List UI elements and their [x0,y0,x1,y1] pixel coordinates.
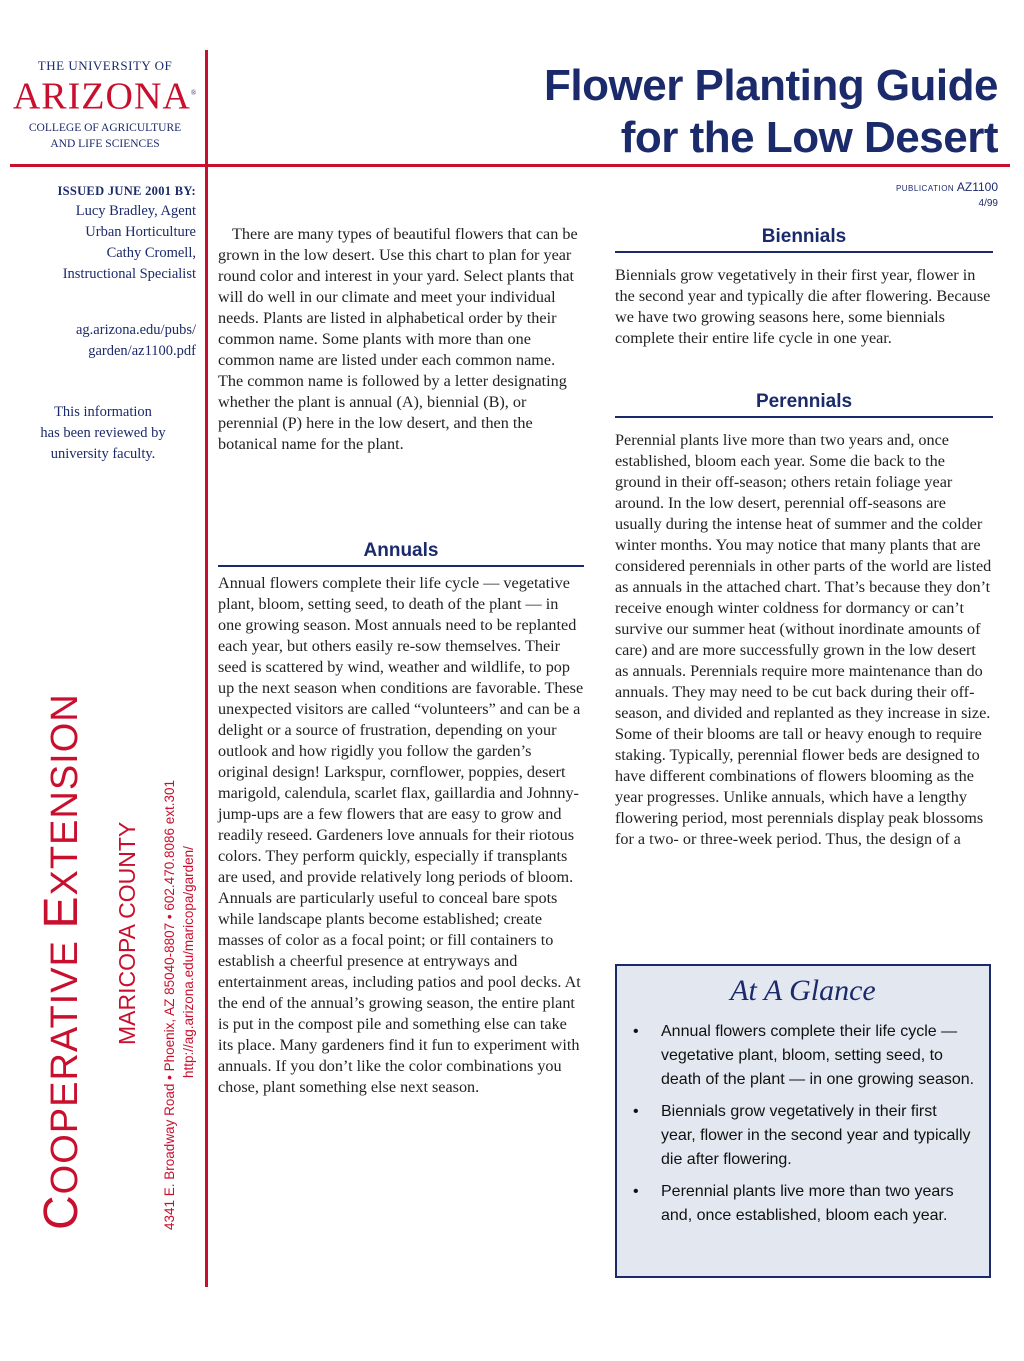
publication-date: 4/99 [978,198,998,209]
author1-role: Urban Horticulture [85,224,196,240]
coop-rest1: OOPERATIVE [44,928,86,1195]
title-line1: Flower Planting Guide [544,61,998,110]
horizontal-red-rule [10,164,1010,167]
page-title [544,60,998,164]
pdf-link-line1: ag.arizona.edu/pubs/ [76,322,196,338]
biennials-heading: Biennials [615,226,993,253]
cooperative-extension-title [34,693,89,1230]
logo-arizona-text: ARIZONA [12,75,191,118]
author2-role: Instructional Specialist [62,266,196,282]
county-name: MARICOPA COUNTY [114,821,140,1045]
at-a-glance-heading: At A Glance [730,974,876,1007]
list-item [631,1180,975,1228]
office-address: 4341 E. Broadway Road • Phoenix, AZ 85040-8807 • 602.470.8086 ext.301 [162,779,177,1230]
review-note [10,402,196,465]
list-item [631,1020,975,1092]
logo-line1: THE UNIVERSITY OF [37,58,173,73]
at-a-glance-list [617,1020,989,1228]
publication-prefix: PUBLICATION [895,184,955,193]
annuals-paragraph: Annual flowers complete their life cycle — vegetative plant, bloom, setting seed, to death of the plant — in one growing season. Most annuals need to be replanted each year, but others easily re-sow themselves. Their seed is scattered by wind, weather and wildlife, to pop up the next season when conditions are favorable. These unexpected visitors are called “volunteers” and can be a delight or a source of frustration, depending on your outlook and how rigidly you follow the garden’s original design! Larkspur, cornflower, poppies, desert marigold, calendula, scarlet flax, gaillardia and Johnny-jump-ups are a few flowers that are easy to grow and readily reseed. Gardeners love annuals for their riotous colors. They perform quickly, especially if transplants are used, and provide relatively long periods of bloom. Annuals are particularly useful to conceal bare spots while landscape plants become established; create masses of color as a focal point; or fill containers to establish a cheerful presence at entryways and entertainment areas, including patios and pool decks. At the end of the annual’s growing season, the entire plant is put in the compost pile and something else can take its place. Many gardeners find it fun to experiment with annuals. If you don’t like the color combinations you chose, plant something else next season. [218,574,584,1096]
review-line2: has been reviewed by [40,425,166,441]
review-line3: university faculty. [50,446,156,462]
at-a-glance-box [615,964,991,1278]
author1-name: Lucy Bradley, Agent [75,203,196,219]
publication-info [896,180,998,209]
pdf-link-line2: garden/az1100.pdf [88,343,196,359]
intro-paragraph: There are many types of beautiful flowers that can be grown in the low desert. Use this chart to plan for year round color and interest in your yard. Select plants that will do well in our climate and meet your individual needs. Plants are listed in alphabetical order by their common name. Some plants with more than one common name are listed under each common name. The common name is followed by a letter designating whether the plant is annual (A), biennial (B), or perennial (P) here in the low desert, and then the botanical name for the plant. [218,225,578,453]
bullet-icon: • [633,1103,639,1120]
coop-c: C [35,1194,88,1230]
list-item-text: Biennials grow vegetatively in their first year, flower in the second year and typically die after flowering. [661,1103,971,1168]
issued-by [10,181,196,285]
list-item [631,1100,975,1172]
review-line1: This information [54,404,152,420]
author2-name: Cathy Cromell, [106,245,196,261]
logo-arizona [10,74,200,116]
list-item-text: Annual flowers complete their life cycle — vegetative plant, bloom, setting seed, to death of the plant — in one growing season. [661,1023,975,1088]
bullet-icon: • [633,1023,639,1040]
annuals-heading: Annuals [218,540,584,567]
issued-heading: ISSUED JUNE 2001 BY: [57,184,196,198]
perennials-paragraph: Perennial plants live more than two years and, once established, bloom each year. Some die back to the ground in their off-season; others retain foliage year around. In the low desert, perennial off-seasons are usually during the intense heat of summer and the colder winter months. You may notice that many plants that are considered perennials in other parts of the world are listed as annuals in the attached chart. That’s because they don’t receive enough winter coldness for dormancy or can’t survive our summer heat (without inordinate amounts of care) and are more successfully grown in the low desert as annuals. Perennials require more maintenance than do annuals. They may need to be cut back during their off-season, and divided and replanted as they increase in size. Some of their blooms are tall or heavy enough to require staking. Typically, perennial flower beds are designed to have different combinations of flowers blooming as the year progresses. Unlike annuals, which have a lengthy flowering period, most perennials display peak blossoms for a two- or three-week period. Thus, the design of a [615,431,992,848]
publication-number: AZ1100 [956,180,998,194]
biennials-paragraph: Biennials grow vegetatively in their first year, flower in the second year and typically die after flowering. Because we have two growing seasons here, some biennials complete their entire life cycle in one year. [615,266,991,347]
bullet-icon: • [633,1183,639,1200]
logo-college [10,120,200,152]
registered-mark: ® [190,89,198,97]
university-logo [10,58,200,152]
cooperative-extension-vertical [34,610,194,1230]
pdf-link[interactable] [10,320,196,362]
county-website[interactable]: http://ag.arizona.edu/maricopa/garden/ [181,846,196,1078]
coop-e: E [35,895,88,929]
logo-college-line2: AND LIFE SCIENCES [50,137,160,150]
list-item-text: Perennial plants live more than two years and, once established, bloom each year. [661,1183,954,1224]
title-line2: for the Low Desert [620,113,998,162]
logo-college-line1: COLLEGE OF AGRICULTURE [28,121,182,134]
vertical-red-rule [205,50,208,1287]
perennials-heading: Perennials [615,391,993,418]
coop-rest2: XTENSION [44,693,86,896]
